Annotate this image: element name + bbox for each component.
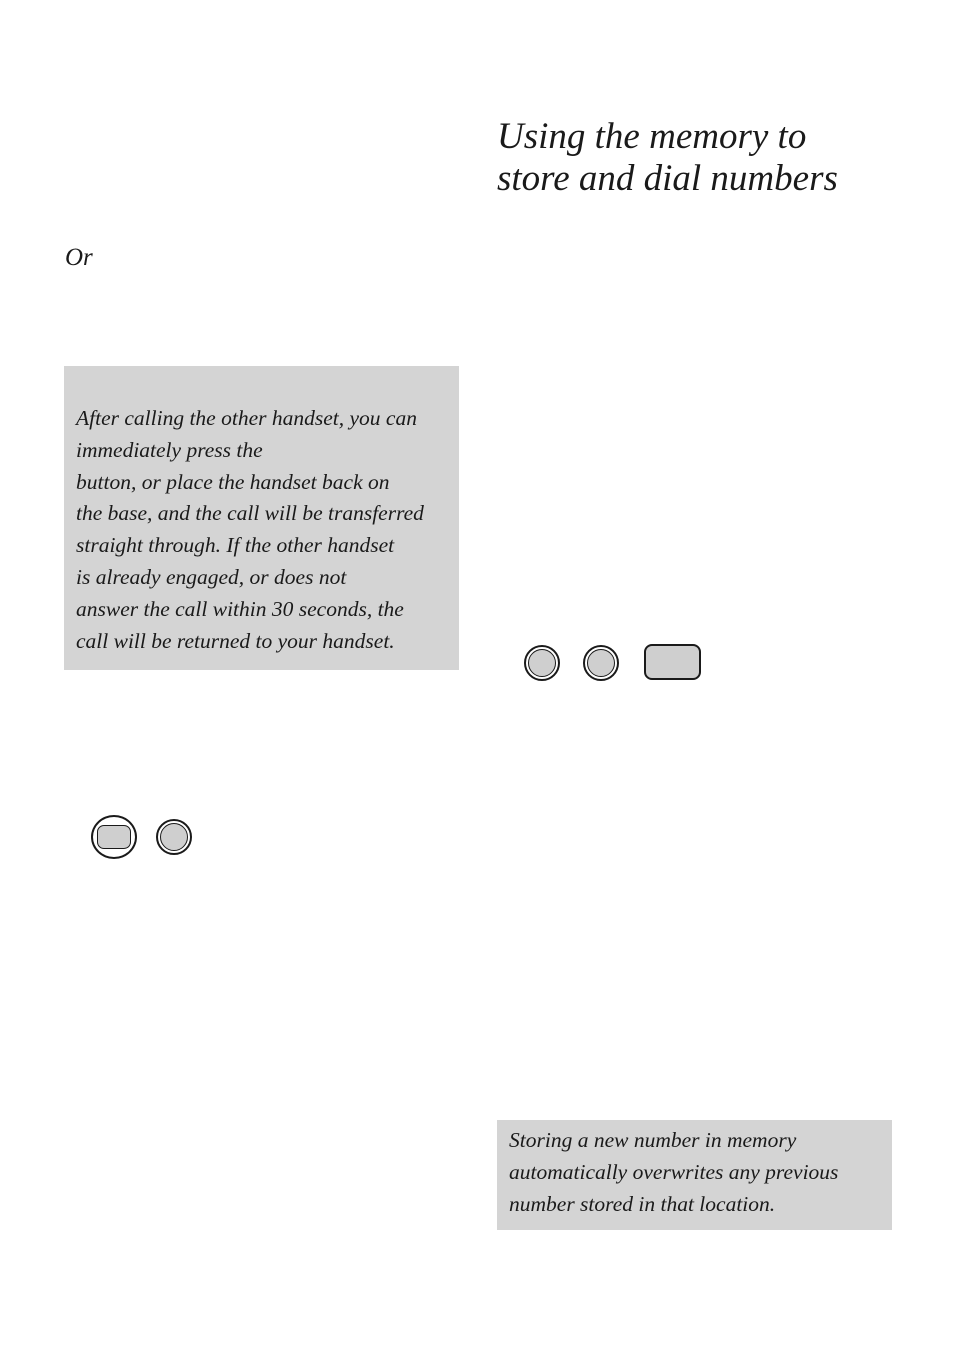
transfer-note-line: the base, and the call will be transferred xyxy=(76,501,424,526)
storing-note-line: number stored in that location. xyxy=(509,1191,776,1216)
transfer-note-line: is already engaged, or does not xyxy=(76,564,347,589)
transfer-note-box xyxy=(64,366,459,670)
transfer-note-line: answer the call within 30 seconds, the xyxy=(76,596,404,621)
page-title-line-2: store and dial numbers xyxy=(497,158,838,199)
talk-key-icon xyxy=(91,815,137,859)
or-label: Or xyxy=(65,244,93,271)
page-title xyxy=(497,116,917,200)
rectangular-key-icon xyxy=(644,644,701,680)
round-key-face xyxy=(160,823,188,851)
round-key-icon xyxy=(583,645,619,681)
round-key-face xyxy=(587,649,615,677)
transfer-note-line: call will be returned to your handset. xyxy=(76,628,395,653)
round-key-icon xyxy=(156,819,192,855)
storing-note-box xyxy=(497,1120,892,1230)
transfer-note-line: immediately press the xyxy=(76,437,263,462)
round-key-face xyxy=(528,649,556,677)
page-title-line-1: Using the memory to xyxy=(497,116,807,157)
talk-key-face xyxy=(97,825,131,849)
transfer-note-line: button, or place the handset back on xyxy=(76,469,390,494)
storing-note-line: Storing a new number in memory xyxy=(509,1128,797,1152)
transfer-note-line: straight through. If the other handset xyxy=(76,533,395,558)
round-key-icon xyxy=(524,645,560,681)
storing-note-line: automatically overwrites any previous xyxy=(509,1159,839,1184)
transfer-note-line: After calling the other handset, you can xyxy=(76,406,417,430)
